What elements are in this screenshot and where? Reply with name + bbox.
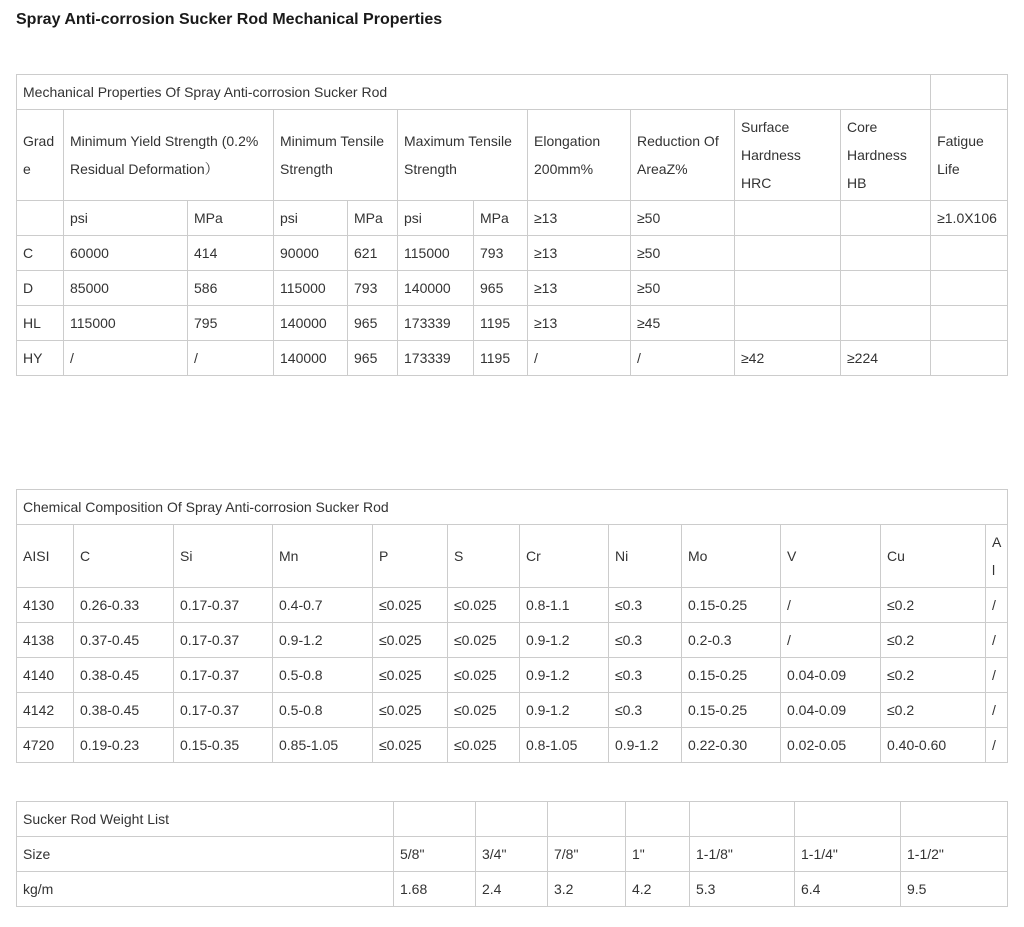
table-cell bbox=[931, 236, 1008, 271]
table-cell: / bbox=[188, 341, 274, 376]
table-cell: Grade bbox=[17, 110, 64, 201]
table-cell: 793 bbox=[348, 271, 398, 306]
table-cell: ≤0.2 bbox=[881, 693, 986, 728]
table-cell: 0.17-0.37 bbox=[174, 693, 273, 728]
chemical-composition-table bbox=[16, 489, 1008, 763]
table-cell: psi bbox=[398, 201, 474, 236]
table-cell: 1-1/2" bbox=[901, 837, 1008, 872]
table-cell bbox=[795, 802, 901, 837]
table-cell: ≥42 bbox=[735, 341, 841, 376]
table-cell: 3/4" bbox=[476, 837, 548, 872]
table-cell: ≤0.025 bbox=[373, 693, 448, 728]
table-cell: Maximum Tensile Strength bbox=[398, 110, 528, 201]
table-cell: Cr bbox=[520, 525, 609, 588]
table-cell: 0.22-0.30 bbox=[682, 728, 781, 763]
table-cell: ≤0.3 bbox=[609, 623, 682, 658]
table-cell: 0.04-0.09 bbox=[781, 658, 881, 693]
table-cell bbox=[17, 201, 64, 236]
table-cell: ≤0.025 bbox=[373, 623, 448, 658]
table-cell: / bbox=[986, 693, 1008, 728]
table-cell: / bbox=[631, 341, 735, 376]
table-cell: 414 bbox=[188, 236, 274, 271]
table-cell: 4140 bbox=[17, 658, 74, 693]
table-cell: Surface Hardness HRC bbox=[735, 110, 841, 201]
table-cell: 0.38-0.45 bbox=[74, 693, 174, 728]
table-cell: 0.2-0.3 bbox=[682, 623, 781, 658]
table-cell: 1-1/8" bbox=[690, 837, 795, 872]
table-row bbox=[17, 693, 1008, 728]
table-cell bbox=[735, 236, 841, 271]
table-cell: / bbox=[986, 728, 1008, 763]
table-cell: MPa bbox=[188, 201, 274, 236]
table-cell bbox=[690, 802, 795, 837]
table-cell: ≤0.025 bbox=[448, 728, 520, 763]
table-cell: ≥50 bbox=[631, 271, 735, 306]
table-cell: 1195 bbox=[474, 341, 528, 376]
table-cell bbox=[548, 802, 626, 837]
table-row bbox=[17, 271, 1008, 306]
table-cell: 0.4-0.7 bbox=[273, 588, 373, 623]
table-cell: ≥13 bbox=[528, 201, 631, 236]
table-cell: 0.17-0.37 bbox=[174, 588, 273, 623]
table-row bbox=[17, 236, 1008, 271]
table-cell: ≥50 bbox=[631, 201, 735, 236]
table-cell: Mechanical Properties Of Spray Anti-corrosion Sucker Rod bbox=[17, 75, 931, 110]
table-cell: 1-1/4" bbox=[795, 837, 901, 872]
table-cell: Size bbox=[17, 837, 394, 872]
weight-list-table bbox=[16, 801, 1008, 907]
table-cell: 4142 bbox=[17, 693, 74, 728]
table-cell: Minimum Yield Strength (0.2% Residual Deformation） bbox=[64, 110, 274, 201]
table-cell: 795 bbox=[188, 306, 274, 341]
table-cell: 9.5 bbox=[901, 872, 1008, 907]
table-cell: ≤0.025 bbox=[373, 658, 448, 693]
table-cell: D bbox=[17, 271, 64, 306]
table-cell bbox=[735, 306, 841, 341]
table-cell bbox=[626, 802, 690, 837]
table-cell: S bbox=[448, 525, 520, 588]
table-cell: V bbox=[781, 525, 881, 588]
table-cell: Elongation 200mm% bbox=[528, 110, 631, 201]
table-cell: Al bbox=[986, 525, 1008, 588]
table-cell: MPa bbox=[348, 201, 398, 236]
table-cell: ≤0.3 bbox=[609, 588, 682, 623]
table-cell bbox=[841, 306, 931, 341]
table-cell: 0.9-1.2 bbox=[520, 658, 609, 693]
table-cell: 5.3 bbox=[690, 872, 795, 907]
table-cell: 1195 bbox=[474, 306, 528, 341]
table-cell bbox=[931, 341, 1008, 376]
table-cell bbox=[841, 271, 931, 306]
table-cell: 0.15-0.35 bbox=[174, 728, 273, 763]
table-cell: psi bbox=[64, 201, 188, 236]
table-cell: 0.5-0.8 bbox=[273, 693, 373, 728]
table-cell: 0.15-0.25 bbox=[682, 693, 781, 728]
table-cell: / bbox=[986, 623, 1008, 658]
table-cell: 3.2 bbox=[548, 872, 626, 907]
table-cell: 140000 bbox=[274, 341, 348, 376]
table-cell: 85000 bbox=[64, 271, 188, 306]
table-cell: ≤0.025 bbox=[448, 623, 520, 658]
table-cell: 965 bbox=[348, 306, 398, 341]
table-cell: Core Hardness HB bbox=[841, 110, 931, 201]
table-cell: C bbox=[74, 525, 174, 588]
table-cell: HL bbox=[17, 306, 64, 341]
table-cell: 0.9-1.2 bbox=[273, 623, 373, 658]
table-cell bbox=[931, 306, 1008, 341]
table-row bbox=[17, 658, 1008, 693]
table-cell: 4130 bbox=[17, 588, 74, 623]
table-cell: 0.26-0.33 bbox=[74, 588, 174, 623]
table-cell: kg/m bbox=[17, 872, 394, 907]
table-cell: 1.68 bbox=[394, 872, 476, 907]
table-cell: 0.15-0.25 bbox=[682, 588, 781, 623]
table-cell: ≤0.2 bbox=[881, 658, 986, 693]
table-row bbox=[17, 201, 1008, 236]
table-cell: 4.2 bbox=[626, 872, 690, 907]
table-cell: 173339 bbox=[398, 306, 474, 341]
table-cell bbox=[735, 271, 841, 306]
table-cell: ≥1.0X106 bbox=[931, 201, 1008, 236]
table-cell: ≥13 bbox=[528, 306, 631, 341]
table-cell: / bbox=[986, 588, 1008, 623]
table-cell: 965 bbox=[348, 341, 398, 376]
table-cell: ≤0.025 bbox=[373, 728, 448, 763]
table-cell: 7/8" bbox=[548, 837, 626, 872]
table-cell: 965 bbox=[474, 271, 528, 306]
table-row bbox=[17, 728, 1008, 763]
table-cell: 0.85-1.05 bbox=[273, 728, 373, 763]
table-cell: HY bbox=[17, 341, 64, 376]
table-cell: 60000 bbox=[64, 236, 188, 271]
table-cell: ≤0.025 bbox=[448, 693, 520, 728]
table-cell: 0.9-1.2 bbox=[520, 623, 609, 658]
table-cell: C bbox=[17, 236, 64, 271]
table-row bbox=[17, 872, 1008, 907]
table-cell: Sucker Rod Weight List bbox=[17, 802, 394, 837]
table-cell: 4720 bbox=[17, 728, 74, 763]
table-cell: AISI bbox=[17, 525, 74, 588]
table-cell: ≤0.3 bbox=[609, 658, 682, 693]
table-cell bbox=[476, 802, 548, 837]
table-cell: 793 bbox=[474, 236, 528, 271]
table-cell bbox=[931, 75, 1008, 110]
table-row bbox=[17, 802, 1008, 837]
table-cell: 115000 bbox=[398, 236, 474, 271]
table-cell: 0.15-0.25 bbox=[682, 658, 781, 693]
table-cell: 0.40-0.60 bbox=[881, 728, 986, 763]
table-cell: 0.5-0.8 bbox=[273, 658, 373, 693]
table-cell: 140000 bbox=[274, 306, 348, 341]
table-row bbox=[17, 110, 1008, 201]
table-cell bbox=[735, 201, 841, 236]
table-cell: ≥224 bbox=[841, 341, 931, 376]
table-cell: 0.19-0.23 bbox=[74, 728, 174, 763]
mechanical-properties-table bbox=[16, 74, 1008, 376]
table-cell: ≤0.025 bbox=[448, 588, 520, 623]
table-cell: 2.4 bbox=[476, 872, 548, 907]
table-cell: 0.8-1.05 bbox=[520, 728, 609, 763]
table-cell: 0.04-0.09 bbox=[781, 693, 881, 728]
table-cell: ≤0.025 bbox=[448, 658, 520, 693]
table-cell: / bbox=[986, 658, 1008, 693]
table-cell: ≥13 bbox=[528, 236, 631, 271]
table-cell: 0.37-0.45 bbox=[74, 623, 174, 658]
table-cell: 586 bbox=[188, 271, 274, 306]
table-cell: 0.17-0.37 bbox=[174, 623, 273, 658]
table-cell bbox=[901, 802, 1008, 837]
table-cell: Si bbox=[174, 525, 273, 588]
table-cell: 0.38-0.45 bbox=[74, 658, 174, 693]
table-cell bbox=[841, 201, 931, 236]
table-cell: 4138 bbox=[17, 623, 74, 658]
table-cell: ≥50 bbox=[631, 236, 735, 271]
table-cell: 0.8-1.1 bbox=[520, 588, 609, 623]
table-row bbox=[17, 306, 1008, 341]
table-row bbox=[17, 75, 1008, 110]
table-cell: / bbox=[781, 623, 881, 658]
table-cell: ≤0.025 bbox=[373, 588, 448, 623]
table-cell: 1" bbox=[626, 837, 690, 872]
table-cell: 0.9-1.2 bbox=[520, 693, 609, 728]
table-cell: ≤0.2 bbox=[881, 623, 986, 658]
table-cell: Reduction Of AreaZ% bbox=[631, 110, 735, 201]
table-cell: psi bbox=[274, 201, 348, 236]
table-cell: Mn bbox=[273, 525, 373, 588]
table-cell: Mo bbox=[682, 525, 781, 588]
table-cell bbox=[931, 271, 1008, 306]
table-cell: Ni bbox=[609, 525, 682, 588]
table-row bbox=[17, 341, 1008, 376]
table-cell: 90000 bbox=[274, 236, 348, 271]
table-cell: P bbox=[373, 525, 448, 588]
table-cell: 0.17-0.37 bbox=[174, 658, 273, 693]
table-cell: Fatigue Life bbox=[931, 110, 1008, 201]
table-cell: 5/8" bbox=[394, 837, 476, 872]
table-cell: 173339 bbox=[398, 341, 474, 376]
table-cell: 0.02-0.05 bbox=[781, 728, 881, 763]
table-cell bbox=[394, 802, 476, 837]
table-row bbox=[17, 837, 1008, 872]
table-row bbox=[17, 623, 1008, 658]
table-cell: 0.9-1.2 bbox=[609, 728, 682, 763]
table-cell: ≤0.2 bbox=[881, 588, 986, 623]
table-cell: Cu bbox=[881, 525, 986, 588]
table-cell: 115000 bbox=[274, 271, 348, 306]
table-cell: / bbox=[64, 341, 188, 376]
table-cell bbox=[841, 236, 931, 271]
table-cell: Minimum Tensile Strength bbox=[274, 110, 398, 201]
table-row bbox=[17, 525, 1008, 588]
table-cell: 115000 bbox=[64, 306, 188, 341]
table-cell: Chemical Composition Of Spray Anti-corrosion Sucker Rod bbox=[17, 490, 1008, 525]
table-cell: 140000 bbox=[398, 271, 474, 306]
table-row bbox=[17, 490, 1008, 525]
table-cell: / bbox=[528, 341, 631, 376]
table-cell: MPa bbox=[474, 201, 528, 236]
table-row bbox=[17, 588, 1008, 623]
table-cell: 6.4 bbox=[795, 872, 901, 907]
table-cell: ≥45 bbox=[631, 306, 735, 341]
table-cell: 621 bbox=[348, 236, 398, 271]
table-cell: / bbox=[781, 588, 881, 623]
table-cell: ≤0.3 bbox=[609, 693, 682, 728]
page-title: Spray Anti-corrosion Sucker Rod Mechanical Properties bbox=[16, 11, 443, 28]
table-cell: ≥13 bbox=[528, 271, 631, 306]
